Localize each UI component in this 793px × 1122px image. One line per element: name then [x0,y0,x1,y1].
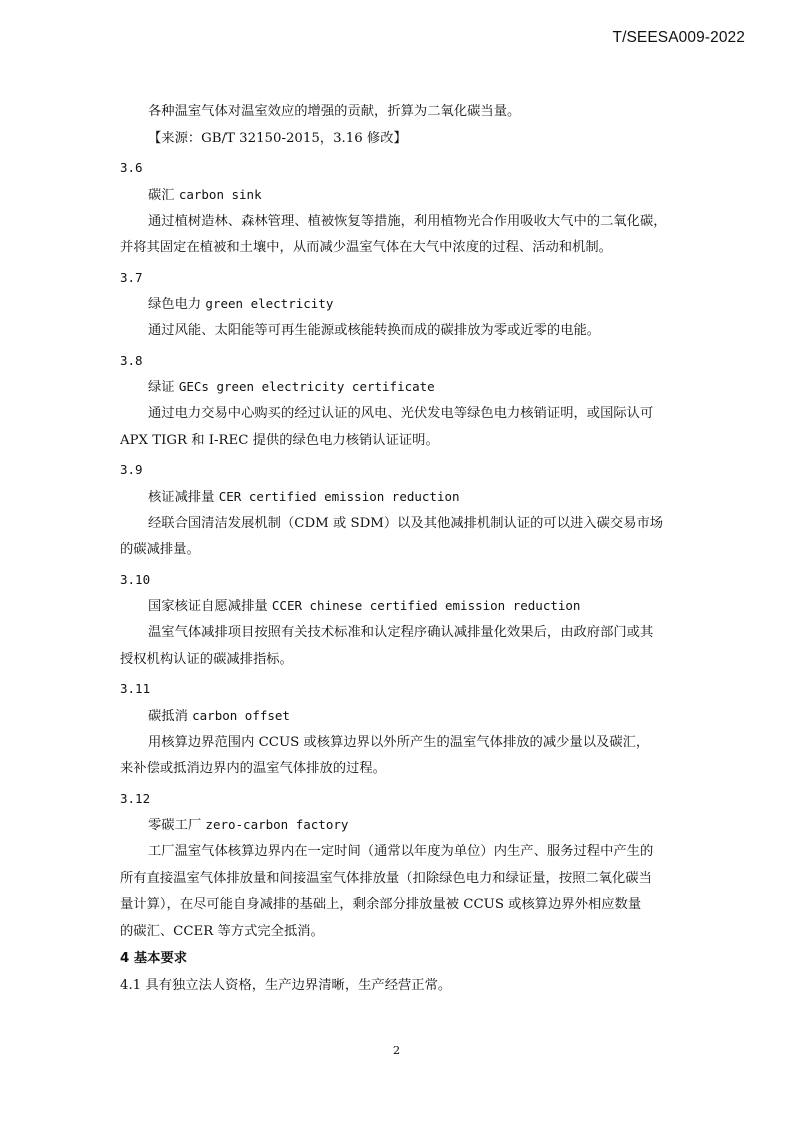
section-heading-4: 4 基本要求 [120,951,188,966]
definition-line: 通过植树造林、森林管理、植被恢复等措施，利用植物光合作用吸收大气中的二氧化碳， [148,213,667,229]
source-note: 【来源：GB/T 32150-2015，3.16 修改】 [148,130,407,146]
term-3-8 [120,374,675,401]
definition-line: APX TIGR 和 I-REC 提供的绿色电力核销认证证明。 [120,432,439,448]
term-cn: 绿色电力 [148,297,202,312]
clause-number-3-10: 3.10 [120,571,151,587]
definition-line: 经联合国清洁发展机制（CDM 或 SDM）以及其他减排机制认证的可以进入碳交易市场 [148,515,664,531]
term-3-11 [120,703,675,730]
term-cn: 绿证 [148,380,175,395]
term-en: CCER chinese certified emission reduction [271,598,581,613]
definition-line: 通过风能、太阳能等可再生能源或核能转换而成的碳排放为零或近零的电能。 [148,323,601,338]
definition-line: 用核算边界范围内 CCUS 或核算边界以外所产生的温室气体排放的减少量以及碳汇， [148,734,650,750]
term-3-6 [120,182,675,209]
term-en: carbon offset [192,707,290,723]
document-body [120,99,675,999]
clause-number-3-12: 3.12 [120,790,151,806]
clause-4-1: 4.1 具有独立法人资格，生产边界清晰，生产经营正常。 [120,977,452,993]
definition-line: 工厂温室气体核算边界内在一定时间（通常以年度为单位）内生产、服务过程中产生的 [148,844,654,859]
term-en: CER certified emission reduction [218,488,460,504]
term-3-7 [120,291,675,318]
paragraph-contribution: 各种温室气体对温室效应的增强的贡献，折算为二氧化碳当量。 [148,104,521,119]
term-cn: 碳抵消 [148,708,188,724]
term-en: zero-carbon factory [205,817,349,832]
clause-number-3-9: 3.9 [120,462,143,477]
term-en: green electricity [205,296,334,311]
term-cn: 国家核证自愿减排量 [148,599,268,614]
document-code: T/SEESA009-2022 [612,29,745,46]
definition-line: 温室气体减排项目按照有关技术标准和认定程序确认减排量化效果后，由政府部门或其 [148,625,654,640]
clause-number-3-11: 3.11 [120,681,151,696]
term-3-9 [120,484,675,511]
definition-line: 并将其固定在植被和土壤中，从而减少温室气体在大气中浓度的过程、活动和机制。 [120,240,612,255]
definition-line: 量计算），在尽可能自身减排的基础上，剩余部分排放量被 CCUS 或核算边界外相应数量 [120,897,642,912]
clause-number-3-6: 3.6 [120,160,143,175]
definition-line: 授权机构认证的碳减排指标。 [120,651,293,667]
term-en: carbon sink [178,186,262,202]
definition-line: 的碳汇、CCER 等方式完全抵消。 [120,923,324,939]
definition-line: 所有直接温室气体排放量和间接温室气体排放量（扣除绿色电力和绿证量，按照二氧化碳当 [120,870,652,886]
term-cn: 核证减排量 [148,489,215,505]
term-3-12 [120,812,675,839]
term-cn: 碳汇 [148,187,175,203]
definition-line: 来补偿或抵消边界内的温室气体排放的过程。 [120,761,386,776]
term-en: GECs green electricity certificate [178,379,435,394]
clause-number-3-7: 3.7 [120,269,143,285]
page-number: 2 [392,1043,401,1057]
term-cn: 零碳工厂 [148,818,202,833]
definition-line: 通过电力交易中心购买的经过认证的风电、光伏发电等绿色电力核销证明，或国际认可 [148,406,654,421]
clause-number-3-8: 3.8 [120,352,143,368]
term-3-10 [120,593,675,620]
definition-line: 的碳减排量。 [120,542,200,557]
